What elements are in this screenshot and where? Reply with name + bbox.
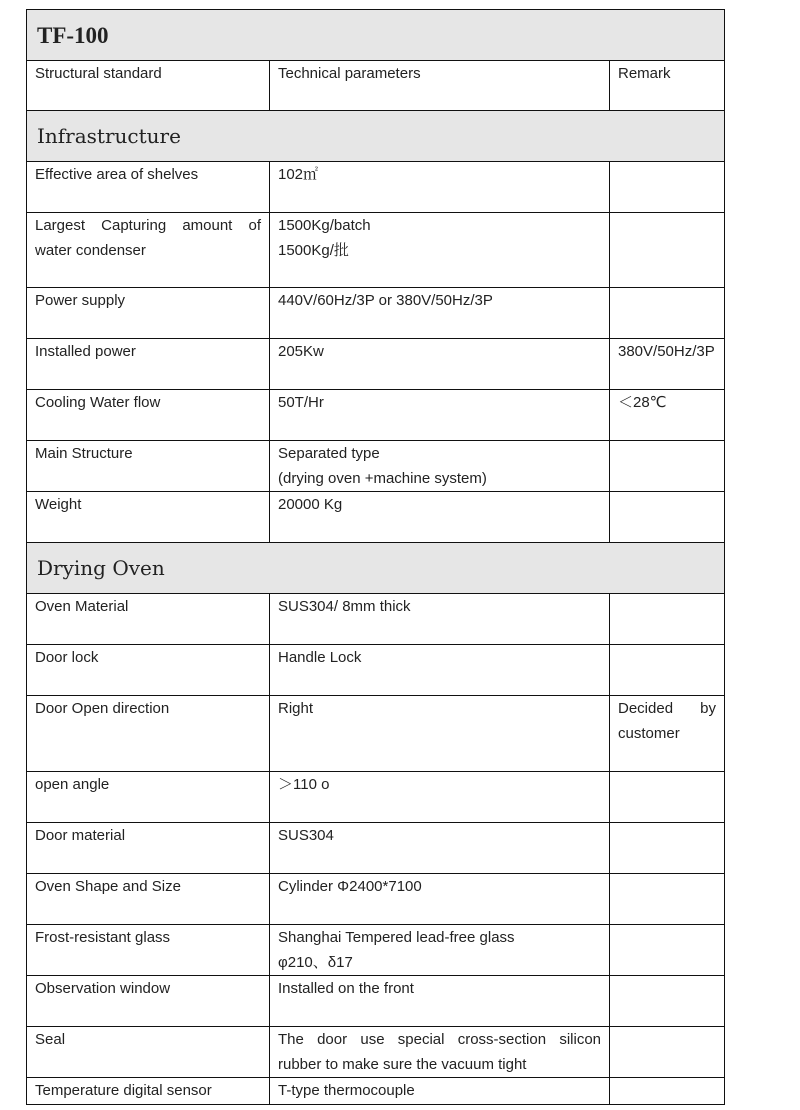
row-remark	[610, 441, 725, 492]
row-label: Main Structure	[27, 441, 270, 492]
header-parameters: Technical parameters	[270, 61, 610, 111]
row-label: Power supply	[27, 288, 270, 339]
table-row	[27, 823, 725, 874]
row-value: T-type thermocouple	[270, 1078, 610, 1105]
table-row	[27, 696, 725, 772]
row-remark	[610, 925, 725, 976]
value-line: 1500Kg/batch	[278, 217, 371, 234]
row-remark: Decided by customer	[610, 696, 725, 772]
table-row	[27, 976, 725, 1027]
row-value	[270, 925, 610, 976]
row-label: Oven Shape and Size	[27, 874, 270, 925]
table-row	[27, 874, 725, 925]
row-value: 50T/Hr	[270, 390, 610, 441]
row-value	[270, 213, 610, 288]
row-value: ＞110 o	[270, 772, 610, 823]
row-remark: 380V/50Hz/3P	[610, 339, 725, 390]
row-label: Oven Material	[27, 594, 270, 645]
row-remark	[610, 492, 725, 543]
table-row	[27, 925, 725, 976]
row-label: Installed power	[27, 339, 270, 390]
row-value: Installed on the front	[270, 976, 610, 1027]
row-value: Right	[270, 696, 610, 772]
row-value: The door use special cross-section silicon rubber to make sure the vacuum tight	[270, 1027, 610, 1078]
table-row	[27, 645, 725, 696]
model-title: TF-100	[27, 10, 725, 61]
row-label: Seal	[27, 1027, 270, 1078]
row-value: SUS304	[270, 823, 610, 874]
row-value: 20000 Kg	[270, 492, 610, 543]
section-drying-oven: Drying Oven	[27, 543, 725, 594]
row-value: 102㎡	[270, 162, 610, 213]
row-label: Largest Capturing amount of water condenser	[27, 213, 270, 288]
table-row	[27, 594, 725, 645]
row-label: Door Open direction	[27, 696, 270, 772]
row-value: 440V/60Hz/3P or 380V/50Hz/3P	[270, 288, 610, 339]
row-remark: ＜28℃	[610, 390, 725, 441]
row-value: SUS304/ 8mm thick	[270, 594, 610, 645]
row-remark	[610, 1027, 725, 1078]
value-line: 1500Kg/批	[278, 242, 349, 259]
row-remark	[610, 213, 725, 288]
table-row	[27, 162, 725, 213]
table-row	[27, 390, 725, 441]
table-row	[27, 213, 725, 288]
row-value: Handle Lock	[270, 645, 610, 696]
row-label: Door lock	[27, 645, 270, 696]
row-label: Temperature digital sensor	[27, 1078, 270, 1105]
row-value	[270, 441, 610, 492]
row-remark	[610, 288, 725, 339]
row-value: Cylinder Φ2400*7100	[270, 874, 610, 925]
row-remark	[610, 976, 725, 1027]
row-remark	[610, 645, 725, 696]
row-remark	[610, 162, 725, 213]
row-label: Observation window	[27, 976, 270, 1027]
table-row	[27, 492, 725, 543]
row-remark	[610, 772, 725, 823]
header-remark: Remark	[610, 61, 725, 111]
row-label: Effective area of shelves	[27, 162, 270, 213]
section-infrastructure: Infrastructure	[27, 111, 725, 162]
row-remark	[610, 594, 725, 645]
header-standard: Structural standard	[27, 61, 270, 111]
table-row	[27, 772, 725, 823]
row-value: 205Kw	[270, 339, 610, 390]
table-row	[27, 339, 725, 390]
row-label: open angle	[27, 772, 270, 823]
table-row	[27, 288, 725, 339]
row-remark	[610, 1078, 725, 1105]
value-line: Shanghai Tempered lead-free glass	[278, 929, 515, 946]
spec-table	[26, 9, 725, 1105]
table-row	[27, 1027, 725, 1078]
value-line: Separated type	[278, 445, 380, 462]
row-label: Cooling Water flow	[27, 390, 270, 441]
row-label: Weight	[27, 492, 270, 543]
row-label: Frost-resistant glass	[27, 925, 270, 976]
table-row	[27, 441, 725, 492]
value-line: φ210、δ17	[278, 954, 353, 971]
table-row	[27, 1078, 725, 1105]
row-label: Door material	[27, 823, 270, 874]
row-remark	[610, 823, 725, 874]
row-remark	[610, 874, 725, 925]
value-line: (drying oven +machine system)	[278, 470, 487, 487]
